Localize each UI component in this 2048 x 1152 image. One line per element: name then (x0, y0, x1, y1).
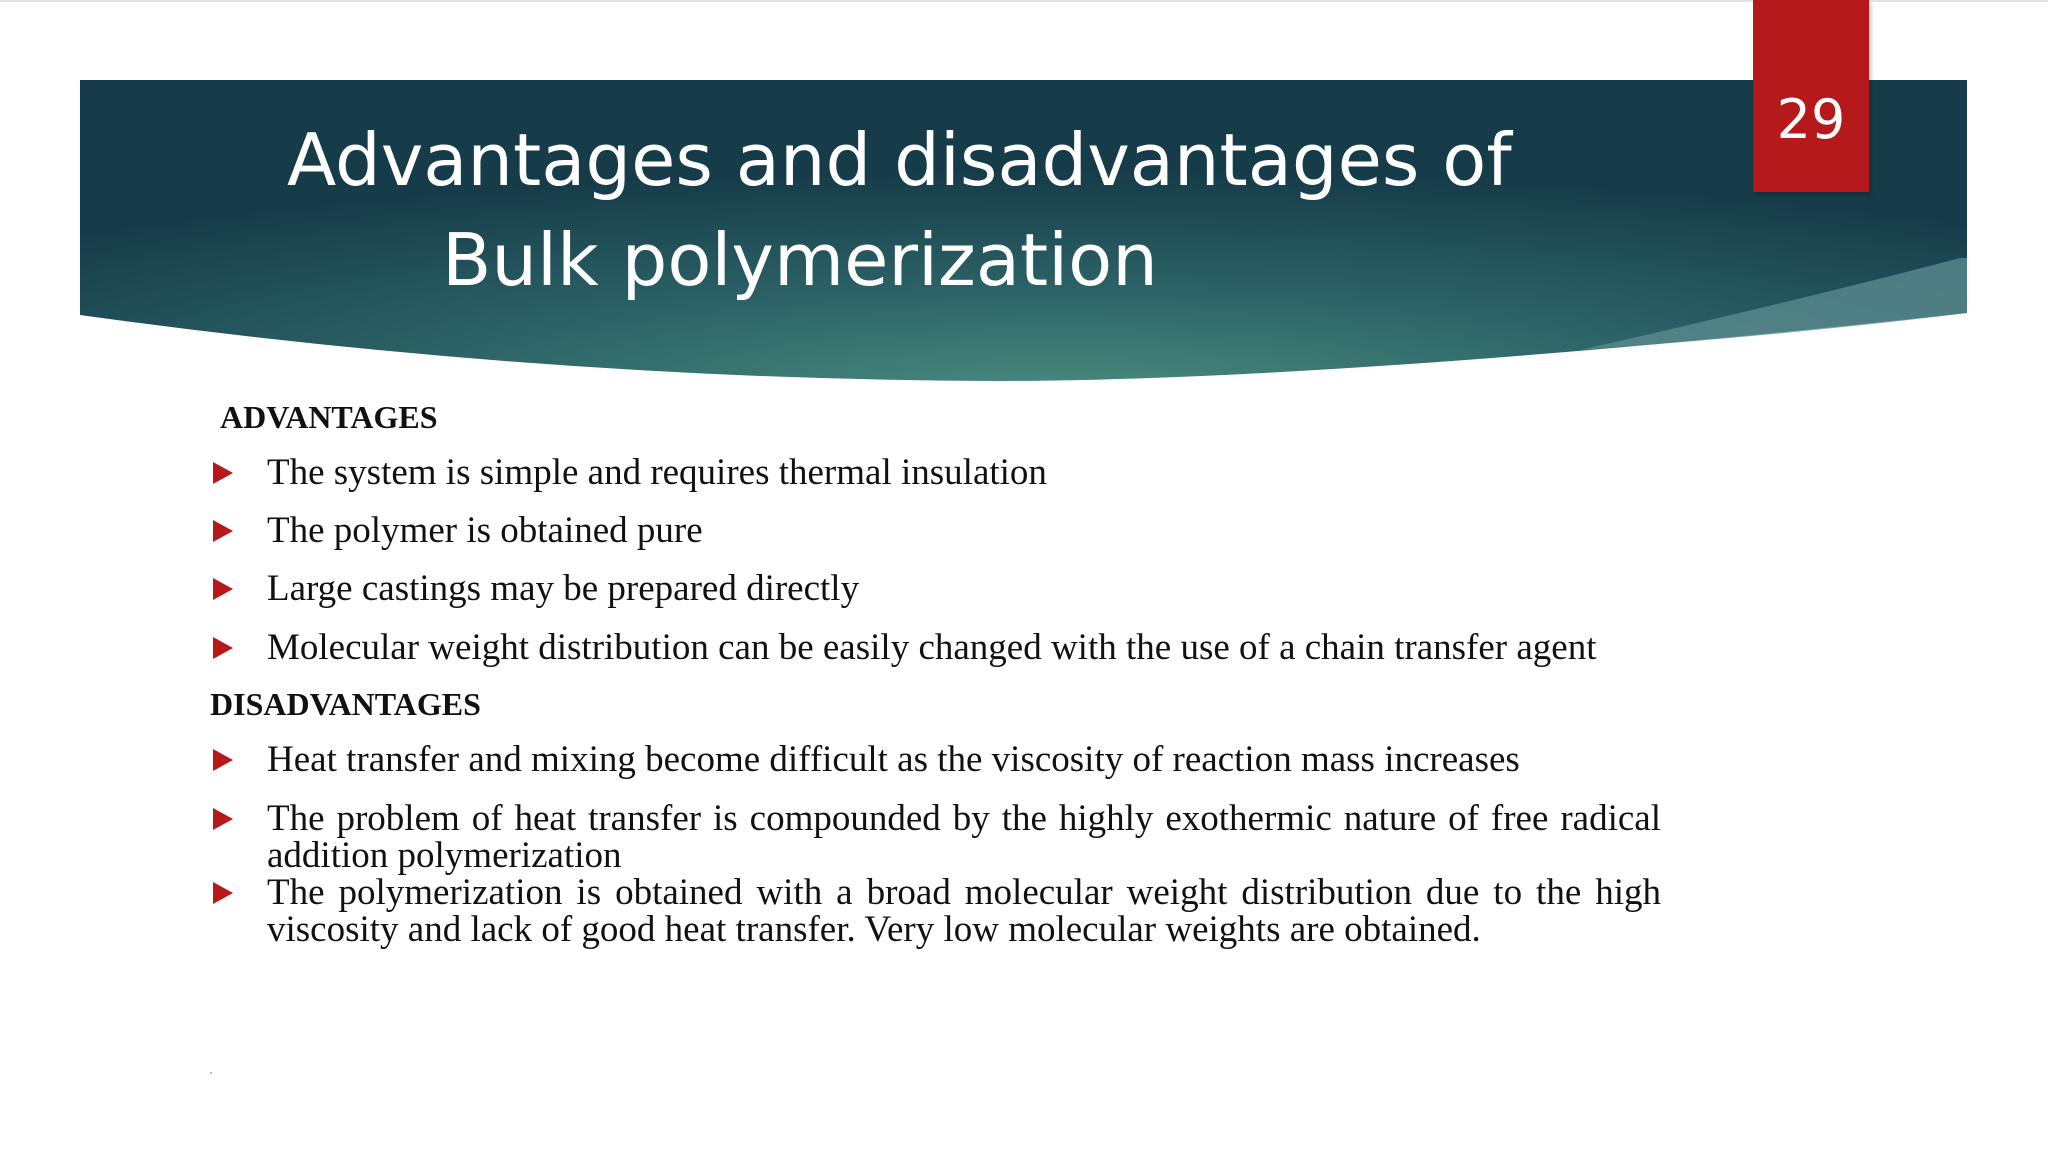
right-triangle-icon (213, 637, 233, 659)
disadvantage-item-text: The problem of heat transfer is compounded by the highly exothermic nature of free radical addition polymerization (267, 798, 1661, 876)
disadvantage-item-text: The polymerization is obtained with a broad molecular weight distribution due to the high viscosity and lack of good heat transfer. Very low molecular weights are obtained. (267, 872, 1661, 950)
disadvantage-item-text: Heat transfer and mixing become difficult as the viscosity of reaction mass increases (267, 739, 1520, 780)
advantages-heading: ADVANTAGES (220, 399, 438, 435)
right-triangle-icon (213, 520, 233, 542)
stray-mark (210, 1072, 212, 1074)
disadvantages-heading: DISADVANTAGES (210, 686, 481, 722)
right-triangle-icon (213, 749, 233, 771)
right-triangle-icon (213, 578, 233, 600)
slide-number: 29 (1776, 88, 1846, 151)
advantage-item-text: Large castings may be prepared directly (267, 568, 860, 609)
slide-title-line-2: Bulk polymerization (442, 218, 1158, 302)
advantage-item-text: Molecular weight distribution can be easily changed with the use of a chain transfer agent (267, 627, 1597, 668)
slide-title-line-1: Advantages and disadvantages of (287, 118, 1512, 202)
right-triangle-icon (213, 808, 233, 830)
right-triangle-icon (213, 882, 233, 904)
right-triangle-icon (213, 462, 233, 484)
advantage-item-text: The polymer is obtained pure (267, 510, 703, 551)
advantage-item-text: The system is simple and requires thermal insulation (267, 452, 1047, 493)
